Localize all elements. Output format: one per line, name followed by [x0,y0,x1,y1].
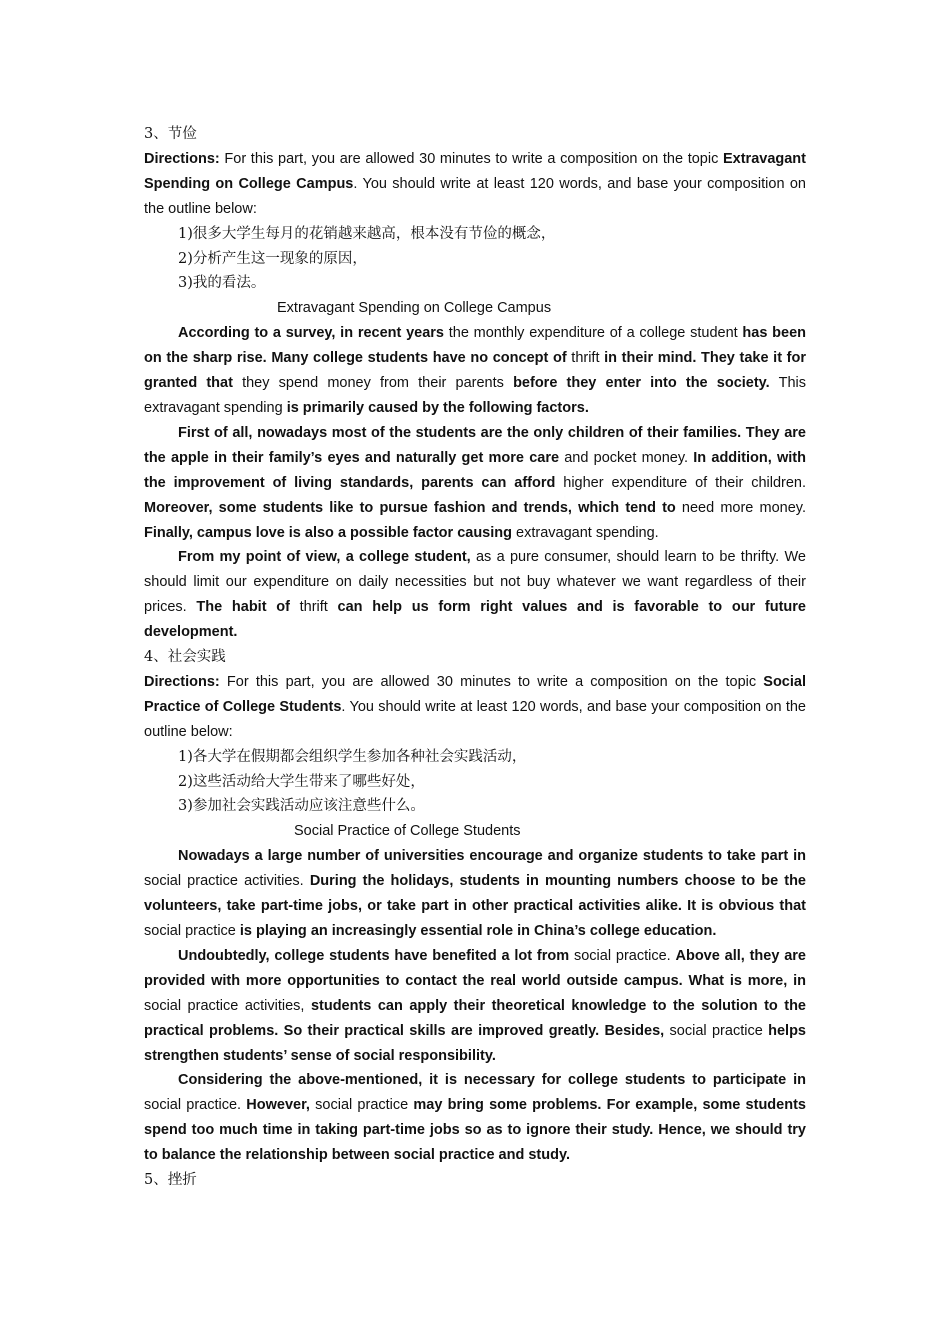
bold-text-run: may bring some problems. For example, some students spend too much time in taking part-time jobs so as to ignore their study. Hence, we should try to balance the relationship between social practice and study. [144,1097,806,1164]
bold-text-run: Finally, campus love is also a possible factor causing [144,524,512,541]
outline-item: 2)这些活动给大学生带来了哪些好处， [178,773,425,790]
text-run: social practice activities. [144,873,310,890]
essay-paragraph [144,421,806,546]
text-run: social practice [664,1022,769,1039]
bold-text-run: Nowadays a large number of universities encourage and organize students to take part in [178,848,806,865]
bold-text-run: is primarily caused by the following factors. [286,399,589,416]
directions-topic: Social Practice of College Students [144,673,806,715]
outline-item: 3)我的看法。 [178,275,266,292]
bold-text-run: During the holidays, students in mounting numbers choose to be the volunteers, take part-time jobs, or take part in other practical activities alike. It is obvious that [144,873,806,915]
text-run: social practice [309,1097,414,1114]
essay-paragraph [144,844,806,944]
outline-item: 1)各大学在假期都会组织学生参加各种社会实践活动， [178,748,527,765]
section-3-directions: Directions: For this part, you are allowed 30 minutes to write a composition on the topic Extravagant Spending on College Campus. You should write at least 120 words, and base your composition on the outline below: [144,150,806,217]
essay-title: Extravagant Spending on College Campus [277,300,552,317]
essay-paragraph [144,321,806,421]
bold-text-run: Considering the above-mentioned, it is necessary for college students to participate in [178,1072,806,1089]
essay-paragraph [144,545,806,645]
text-run: as a pure consumer, should learn to be thrifty. We should limit our expenditure on daily necessities but not buy whatever we want regardless of their prices. [144,549,806,616]
text-run: they spend money from their parents [232,375,514,392]
text-run: social practice activities, [144,997,311,1014]
bold-text-run: is playing an increasingly essential role in China’s college education. [239,923,717,939]
directions-label: Directions: [144,150,220,167]
bold-text-run: First of all, nowadays most of the students are the only children of their families. They are the apple in their family’s eyes and naturally get more care [144,424,806,466]
bold-text-run: before they enter into the society. [513,375,770,392]
section-5-heading: 5、挫折 [144,1172,197,1189]
section-4-heading: 4、社会实践 [144,649,226,666]
essay-title: Social Practice of College Students [294,823,521,840]
section-4-directions: Directions: For this part, you are allowed 30 minutes to write a composition on the topic Social Practice of College Students. You should write at least 120 words, and base your composition on the outline below: [144,673,806,740]
outline-item: 3)参加社会实践活动应该注意些什么。 [178,798,425,815]
essay-paragraph [144,1068,806,1168]
text-run: the monthly expenditure of a college student [444,325,743,342]
text-run: higher expenditure of their children. [555,474,806,491]
bold-text-run: in their mind. They take it for granted that [144,350,806,392]
text-run: extravagant spending. [512,524,659,541]
outline-item: 1)很多大学生每月的花销越来越高，根本没有节俭的概念， [178,225,556,242]
bold-text-run: Moreover, some students like to pursue fashion and trends, which tend to [144,499,676,516]
bold-text-run: However, [246,1097,310,1114]
essay-paragraph [144,944,806,1069]
bold-text-run: can help us form right values and is favorable to our future development. [144,599,806,641]
bold-text-run: helps strengthen students’ sense of social responsibility. [144,1022,806,1064]
text-run: thrift [289,599,338,616]
document-page [144,122,806,1193]
bold-text-run: In addition, with the improvement of living standards, parents can afford [144,449,806,491]
bold-text-run: According to a survey, in recent years [178,325,444,342]
bold-text-run: has been on the sharp rise. Many college students have no concept of [144,325,807,367]
text-run: thrift [566,350,605,367]
section-3-heading: 3、节俭 [144,126,197,142]
bold-text-run: students can apply their theoretical knowledge to the solution to the practical problems. So their practical skills are improved greatly. Besides, [144,997,806,1039]
text-run: and pocket money. [559,449,694,466]
text-run: need more money. [675,499,806,516]
outline-item: 2)分析产生这一现象的原因， [178,250,367,267]
text-run: social practice. [144,1097,247,1114]
bold-text-run: Above all, they are provided with more opportunities to contact the real world outside campus. What is more, in [144,947,807,989]
directions-label: Directions: [144,673,220,690]
bold-text-run: From my point of view, a college student, [178,549,471,566]
bold-text-run: Undoubtedly, college students have benefited a lot from [178,947,570,964]
text-run: This extravagant spending [144,375,806,416]
text-run: social practice. [569,947,676,964]
bold-text-run: The habit of [196,599,290,616]
text-run: social practice [144,923,240,939]
directions-topic: Extravagant Spending on College Campus [144,150,806,192]
